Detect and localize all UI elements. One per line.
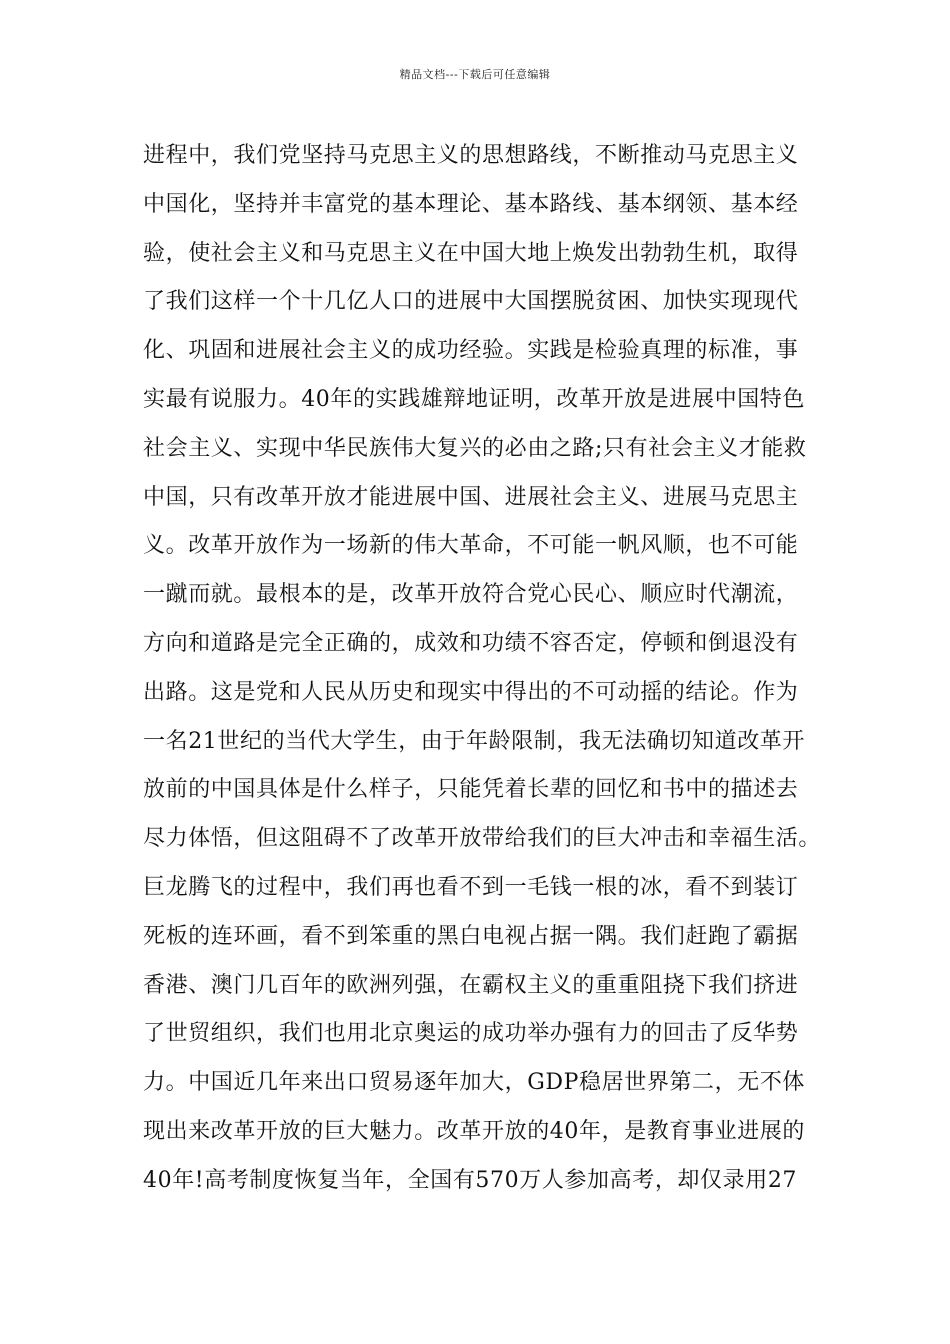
text-line: 进程中，我们党坚持马克思主义的思想路线，不断推动马克思主义: [143, 143, 799, 168]
text-line: 死板的连环画，看不到笨重的黑白电视占据一隅。我们赶跑了霸据: [143, 923, 799, 949]
text-line: 一蹴而就。最根本的是，改革开放符合党心民心、顺应时代潮流，: [143, 582, 799, 608]
text-line: 社会主义、实现中华民族伟大复兴的必由之路;只有社会主义才能救: [143, 435, 807, 461]
text-line: 尽力体悟，但这阻碍不了改革开放带给我们的巨大冲击和幸福生活。: [143, 826, 822, 852]
text-line: 中国，只有改革开放才能进展中国、进展社会主义、进展马克思主: [143, 484, 799, 510]
text-line: 出路。这是党和人民从历史和现实中得出的不可动摇的结论。作为: [143, 679, 799, 705]
text-line: 实最有说服力。40年的实践雄辩地证明，改革开放是进展中国特色: [143, 386, 805, 412]
text-line: 现出来改革开放的巨大魅力。改革开放的40年，是教育事业进展的: [143, 1118, 805, 1144]
text-line: 巨龙腾飞的过程中，我们再也看不到一毛钱一根的冰，看不到装订: [143, 874, 799, 900]
text-line: 一名21世纪的当代大学生，由于年龄限制，我无法确切知道改革开: [143, 728, 805, 754]
text-line: 香港、澳门几百年的欧洲列强，在霸权主义的重重阻挠下我们挤进: [143, 972, 799, 998]
text-line: 40年!高考制度恢复当年，全国有570万人参加高考，却仅录用27: [143, 1167, 798, 1193]
page-header: 精品文档---下载后可任意编辑: [399, 68, 551, 81]
text-line: 力。中国近几年来出口贸易逐年加大，GDP稳居世界第二，无不体: [143, 1070, 806, 1096]
text-line: 方向和道路是完全正确的，成效和功绩不容否定，停顿和倒退没有: [143, 630, 799, 656]
text-line: 了世贸组织，我们也用北京奥运的成功举办强有力的回击了反华势: [143, 1021, 799, 1047]
text-line: 化、巩固和进展社会主义的成功经验。实践是检验真理的标准，事: [143, 338, 799, 364]
text-line: 验，使社会主义和马克思主义在中国大地上焕发出勃勃生机，取得: [143, 240, 799, 266]
text-line: 了我们这样一个十几亿人口的进展中大国摆脱贫困、加快实现现代: [143, 289, 799, 315]
text-line: 放前的中国具体是什么样子，只能凭着长辈的回忆和书中的描述去: [143, 777, 799, 803]
text-line: 中国化，坚持并丰富党的基本理论、基本路线、基本纲领、基本经: [143, 191, 799, 217]
text-line: 义。改革开放作为一场新的伟大革命，不可能一帆风顺，也不可能: [143, 533, 799, 559]
body-paragraph: [143, 132, 823, 1206]
